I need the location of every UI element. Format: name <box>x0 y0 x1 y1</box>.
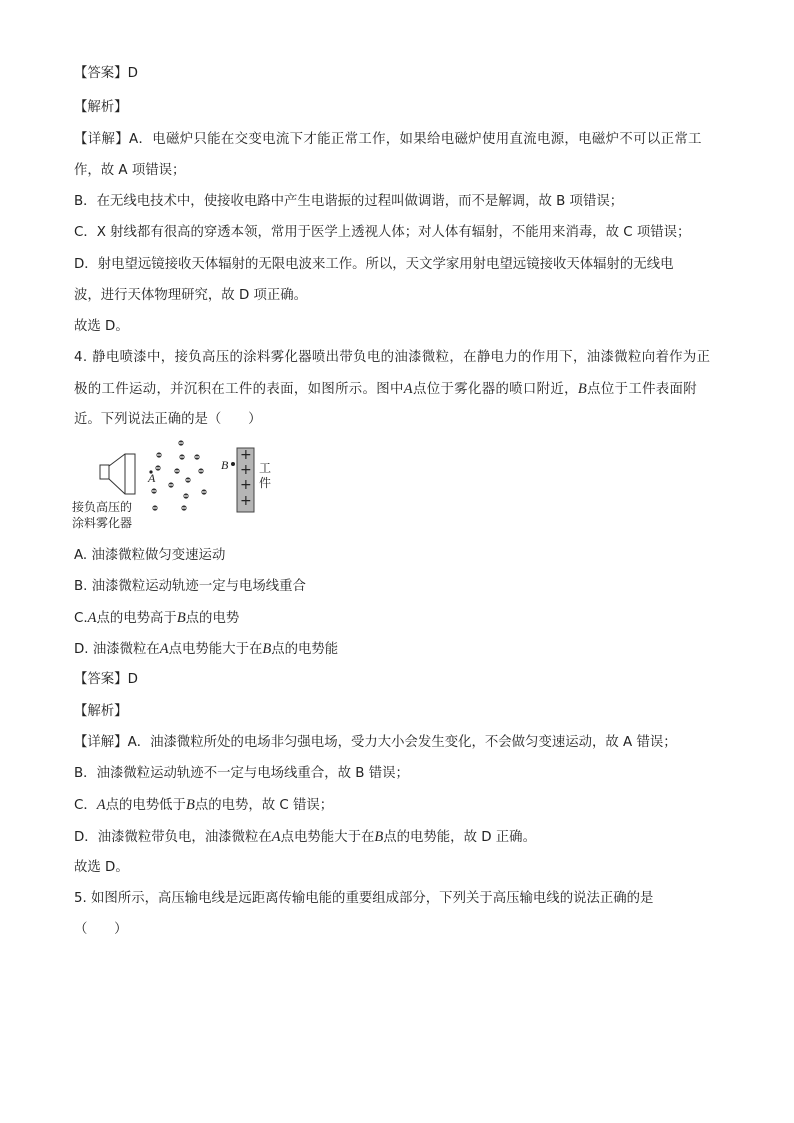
q4-option-a: A. 油漆微粒做匀变速运动 <box>74 548 226 563</box>
plus-sign-2: + <box>240 462 252 478</box>
sprayer-caption-2: 涂料雾化器 <box>72 516 133 530</box>
q4-stem-line1: 4. 静电喷漆中，接负高压的涂料雾化器喷出带负电的油漆微粒，在静电力的作用下，油漆微粒向着作为正 <box>74 350 711 365</box>
sprayer-caption-1: 接负高压的 <box>72 500 133 514</box>
q3-option-c-explanation: C．X 射线都有很高的穿透本领，常用于医学上透视人体；对人体有辐射，不能用来消毒，故 C 项错误； <box>74 225 691 240</box>
q4-option-d: D. 油漆微粒在A点电势能大于在B点的电势能 <box>74 641 339 657</box>
q5-stem-line2: （ ） <box>74 922 128 937</box>
point-b <box>231 462 235 466</box>
negative-particles <box>151 440 206 510</box>
q4-detail-a: 【详解】A．油漆微粒所处的电场非匀强电场，受力大小会发生变化，不会做匀变速运动，故 A 错误； <box>74 735 677 750</box>
answer-value: D <box>127 672 138 687</box>
workpiece-label-2: 件 <box>259 476 272 490</box>
q4-detail-d: D．油漆微粒带负电，油漆微粒在A点电势能大于在B点的电势能，故 D 正确。 <box>74 829 536 845</box>
q3-answer <box>74 66 138 82</box>
q4-detail-c: C．A点的电势低于B点的电势，故 C 错误； <box>74 797 334 813</box>
q5-stem-line1: 5. 如图所示，高压输电线是远距离传输电能的重要组成部分，下列关于高压输电线的说法正确的是 <box>74 891 654 906</box>
q4-analysis-label: 【解析】 <box>74 704 128 719</box>
label-b: B <box>221 458 229 472</box>
q4-detail-b: B．油漆微粒运动轨迹不一定与电场线重合，故 B 错误； <box>74 766 409 781</box>
plus-sign-4: + <box>240 493 252 509</box>
workpiece-label-1: 工 <box>259 461 272 475</box>
plus-sign-1: + <box>240 447 252 463</box>
label-a: A <box>148 471 156 485</box>
q4-conclusion: 故选 D。 <box>74 860 129 875</box>
q4-option-c: C.A点的电势高于B点的电势 <box>74 610 240 626</box>
answer-value: D <box>127 66 138 81</box>
q3-option-d-explanation-line2: 波，进行天体物理研究，故 D 项正确。 <box>74 288 308 303</box>
q3-detail-line2: 作，故 A 项错误； <box>74 163 186 178</box>
q3-option-b-explanation: B．在无线电技术中，使接收电路中产生电谐振的过程叫做调谐，而不是解调，故 B 项错误； <box>74 194 624 209</box>
q3-option-d-explanation-line1: D．射电望远镜接收天体辐射的无限电波来工作。所以，天文学家用射电望远镜接收天体辐射的无线电 <box>74 257 674 272</box>
q4-answer <box>74 672 138 688</box>
q3-detail-line1: 【详解】A．电磁炉只能在交变电流下才能正常工作，如果给电磁炉使用直流电源，电磁炉不可以正常工 <box>74 132 702 147</box>
answer-label: 【答案】 <box>74 66 128 81</box>
q4-stem-line3: 近。下列说法正确的是（ ） <box>74 412 262 427</box>
sprayer-nozzle <box>100 454 135 494</box>
detail-label: 【详解】 <box>74 132 129 147</box>
q4-stem-line2: 极的工件运动，并沉积在工件的表面，如图所示。图中A点位于雾化器的喷口附近，B点位于工件表面附 <box>74 381 698 397</box>
var-b: B <box>577 381 588 397</box>
var-a: A <box>403 381 413 397</box>
q3-analysis-label: 【解析】 <box>74 100 128 115</box>
answer-label: 【答案】 <box>74 672 128 687</box>
detail-label: 【详解】 <box>74 735 128 750</box>
plus-sign-3: + <box>240 477 252 493</box>
spray-painting-figure <box>72 436 288 536</box>
q4-option-b: B. 油漆微粒运动轨迹一定与电场线重合 <box>74 579 306 594</box>
q3-conclusion: 故选 D。 <box>74 319 129 334</box>
